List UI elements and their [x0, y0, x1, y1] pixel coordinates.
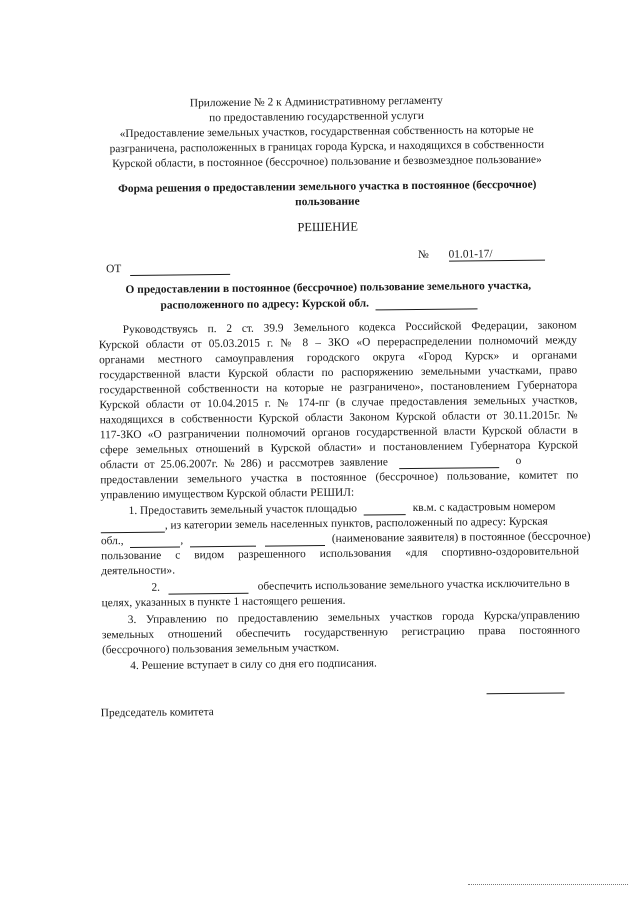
body-line-12: управлению имуществом Курской области РЕШИЛ:	[100, 486, 355, 502]
cadastral-number-field	[101, 520, 165, 534]
body-line-11: предоставлении земельного участка в постоянное (бессрочное) пользование, комитет по	[100, 469, 579, 487]
subject-address-label: расположенного по адресу: Курской обл.	[160, 297, 370, 312]
date-field	[130, 262, 230, 276]
appendix-line-3: «Предоставление земельных участков, государственная собственность на которые не	[119, 123, 534, 141]
appendix-line-2: по предоставлению государственной услуги	[209, 109, 424, 125]
item-4-line-1: 4. Решение вступает в силу со дня его подписания.	[130, 657, 377, 672]
item-2-text-b: обеспечить использование земельного участка исключительно в	[257, 577, 570, 593]
decision-date-line	[106, 262, 230, 276]
decision-number-line	[418, 248, 545, 262]
item-2-line-2: целях, указанных в пункте 1 настоящего решения.	[101, 594, 346, 610]
form-title-line-1: Форма решения о предоставлении земельного участка в постоянное (бессрочное)	[118, 178, 537, 196]
area-field	[364, 502, 406, 515]
item-1-text-c: , из категории земель населенных пунктов, расположенный по адресу: Курская	[164, 515, 548, 532]
body-line-3: органами местного самоуправления городского округа «Город Курск» и органами	[98, 349, 578, 367]
signature-label: Председатель комитета	[100, 706, 214, 720]
item-1-line-5: деятельности».	[101, 564, 176, 578]
item-3-line-2: земельных отношений обеспечить государственную регистрацию права постоянного	[101, 624, 580, 642]
appendix-line-1: Приложение № 2 к Административному регламенту	[189, 94, 443, 110]
date-label: ОТ	[106, 263, 122, 276]
number-field	[448, 248, 544, 262]
body-line-10-text: области от 25.06.2007г. № 286) и рассмотрев заявление	[100, 456, 388, 472]
body-line-7: находящихся в собственности Курской области Законом Курской области от 30.11.2015г. №	[99, 409, 578, 427]
applicant-name-field	[265, 533, 325, 547]
responsible-party-field	[169, 581, 249, 595]
application-field	[399, 455, 499, 469]
subject-line-1: О предоставлении в постоянное (бессрочное) пользование земельного участка,	[125, 279, 532, 297]
body-line-10-tail: о	[515, 454, 522, 467]
scan-edge-dots	[468, 884, 628, 885]
item-1-text-b: кв.м. с кадастровым номером	[412, 500, 556, 515]
appendix-line-5: Курской области, в постоянное (бессрочное) пользование и безвозмездное пользование»	[112, 153, 542, 171]
item-3-line-3: (бессрочного) пользования земельным участком.	[102, 641, 340, 657]
address-field	[376, 296, 478, 310]
item-1-text-d-b: (наименование заявителя) в постоянное (бессрочное)	[331, 530, 591, 545]
address-part-field-2	[190, 534, 256, 548]
body-line-8: 117-ЗКО «О разграничении полномочий органов государственной власти Курской области в	[99, 424, 578, 442]
body-line-6: Курской области от 10.04.2015 г. № 174-пг (в случае предоставления земельных участков,	[99, 394, 578, 412]
subject-line-2	[160, 296, 478, 312]
item-1-line-3: обл., , (наименование заявителя) в постоянное (бессрочное)	[100, 530, 591, 548]
number-label: №	[417, 248, 429, 261]
item-1-line-4: пользование с видом разрешенного использования «для спортивно-оздоровительной	[101, 545, 580, 563]
signature-line	[487, 691, 565, 694]
appendix-line-4: разграничена, расположенных в границах города Курска, и находящихся в собственности	[109, 138, 545, 156]
item-1-text-a: 1. Предоставить земельный участок площадью	[128, 502, 358, 518]
body-line-5: государственной собственности на которые не разграничено», постановлением Губернатора	[99, 379, 578, 397]
item-1-text-d-a: обл.,	[100, 535, 124, 548]
body-line-4: государственной власти Курской области по распоряжению земельными участками, право	[99, 364, 578, 382]
address-part-field-1	[130, 534, 180, 548]
item-2-text-a: 2.	[151, 581, 161, 594]
form-title-line-2: пользование	[295, 195, 360, 209]
body-line-1: Руководствуясь п. 2 ст. 39.9 Земельного кодекса Российской Федерации, законом	[122, 319, 577, 337]
body-line-2: Курской области от 05.03.2015 г. № 8 – ЗКО «О перераспределении полномочий между	[98, 334, 577, 352]
item-3-line-1: 3. Управлению по предоставлению земельных участков города Курска/управлению	[127, 609, 580, 627]
number-value: 01.01-17/	[448, 248, 493, 261]
body-line-9: сфере земельных отношений в Курской области» и постановлением Губернатора Курской	[99, 439, 579, 457]
decision-heading: РЕШЕНИЕ	[297, 219, 359, 235]
